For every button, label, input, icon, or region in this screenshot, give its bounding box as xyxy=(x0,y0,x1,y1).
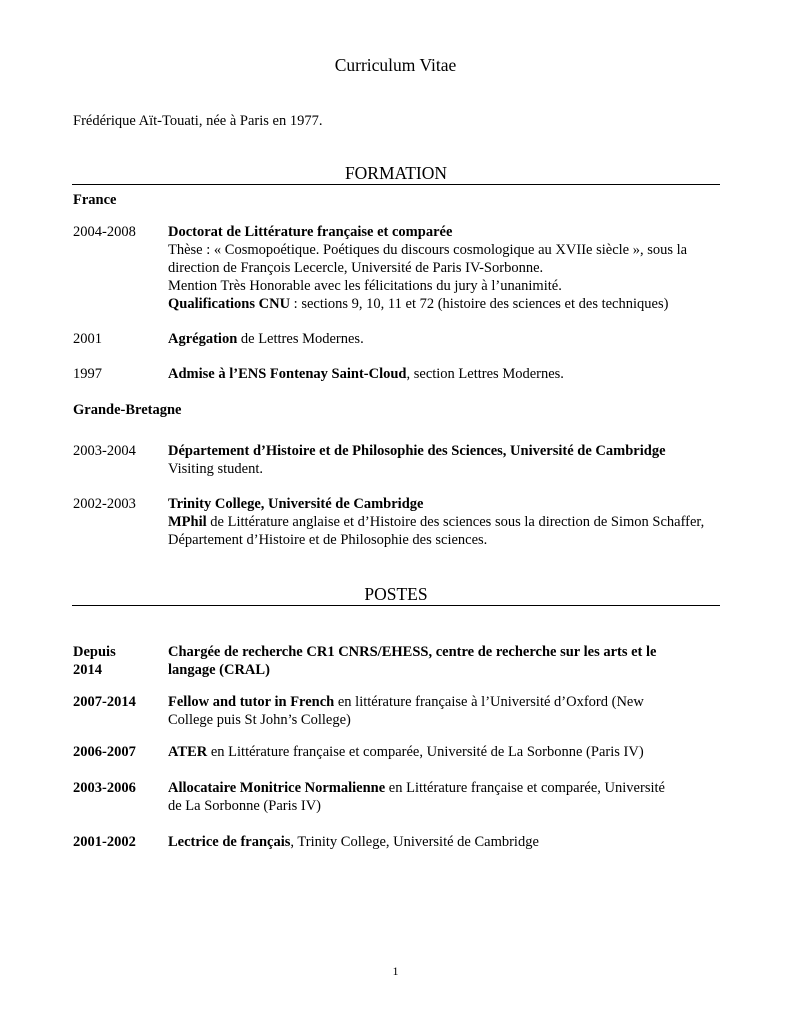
entry-date: 2003-2006 xyxy=(73,780,136,796)
entry-date: 2001-2002 xyxy=(73,834,136,850)
entry-line: Mention Très Honorable avec les félicitations du jury à l’unanimité. xyxy=(168,278,562,294)
entry-line: Visiting student. xyxy=(168,461,263,477)
entry-bold: Agrégation xyxy=(168,331,238,347)
entry-title: langage (CRAL) xyxy=(168,662,270,678)
entry-cambridge-dept xyxy=(168,442,728,478)
section-heading-postes: POSTES xyxy=(72,585,720,606)
entry-line: Thèse : « Cosmopoétique. Poétiques du discours cosmologique au XVIIe siècle », sous la xyxy=(168,242,688,258)
entry-cr1 xyxy=(168,643,728,679)
entry-text: en Littérature française et comparée, Université xyxy=(385,780,665,796)
entry-oxford xyxy=(168,693,728,729)
entry-title: Chargée de recherche CR1 CNRS/EHESS, centre de recherche sur les arts et le xyxy=(168,644,657,660)
entry-text: de Lettres Modernes. xyxy=(237,331,364,347)
entry-trinity xyxy=(168,495,758,549)
entry-title: Trinity College, Université de Cambridge xyxy=(168,496,424,512)
entry-line: College puis St John’s College) xyxy=(168,712,351,728)
entry-bold: Allocataire Monitrice Normalienne xyxy=(168,780,386,796)
subheading-grande-bretagne: Grande-Bretagne xyxy=(73,402,182,418)
entry-line: Département d’Histoire et de Philosophie des sciences. xyxy=(168,532,488,548)
entry-date: 1997 xyxy=(73,366,102,382)
entry-date: 2007-2014 xyxy=(73,694,136,710)
entry-text: , section Lettres Modernes. xyxy=(406,366,564,382)
entry-ater xyxy=(168,743,728,761)
entry-bold: Admise à l’ENS Fontenay Saint-Cloud xyxy=(168,366,407,382)
intro-line: Frédérique Aït-Touati, née à Paris en 1977. xyxy=(73,113,323,129)
entry-date: 2003-2004 xyxy=(73,443,136,459)
entry-agregation xyxy=(168,330,728,348)
entry-allocataire xyxy=(168,779,728,815)
entry-bold: Qualifications CNU xyxy=(168,296,291,312)
entry-title: Doctorat de Littérature française et comparée xyxy=(168,224,453,240)
entry-date-line: Depuis xyxy=(73,644,116,660)
entry-ens xyxy=(168,365,728,383)
entry-date: 2006-2007 xyxy=(73,744,136,760)
entry-lectrice xyxy=(168,833,728,851)
entry-date xyxy=(73,643,163,679)
entry-bold: Lectrice de français xyxy=(168,834,291,850)
entry-date: 2002-2003 xyxy=(73,496,136,512)
entry-text: , Trinity College, Université de Cambridge xyxy=(290,834,539,850)
subheading-france: France xyxy=(73,192,117,208)
entry-bold: ATER xyxy=(168,744,208,760)
entry-title: Département d’Histoire et de Philosophie des Sciences, Université de Cambridge xyxy=(168,443,666,459)
entry-date-line: 2014 xyxy=(73,662,102,678)
entry-text: en Littérature française et comparée, Université de La Sorbonne (Paris IV) xyxy=(207,744,644,760)
entry-bold: MPhil xyxy=(168,514,207,530)
entry-date: 2004-2008 xyxy=(73,224,136,240)
page-title: Curriculum Vitae xyxy=(334,55,457,75)
page-number: 1 xyxy=(392,964,399,978)
entry-text: en littérature française à l’Université d’Oxford (New xyxy=(334,694,644,710)
entry-text: : sections 9, 10, 11 et 72 (histoire des sciences et des techniques) xyxy=(290,296,669,312)
entry-doctorat xyxy=(168,223,748,313)
entry-line: de La Sorbonne (Paris IV) xyxy=(168,798,322,814)
entry-date: 2001 xyxy=(73,331,102,347)
section-heading-formation: FORMATION xyxy=(72,164,720,185)
entry-text: de Littérature anglaise et d’Histoire des sciences sous la direction de Simon Schaffer, xyxy=(206,514,705,530)
entry-bold: Fellow and tutor in French xyxy=(168,694,335,710)
entry-line: direction de François Lecercle, Université de Paris IV-Sorbonne. xyxy=(168,260,544,276)
